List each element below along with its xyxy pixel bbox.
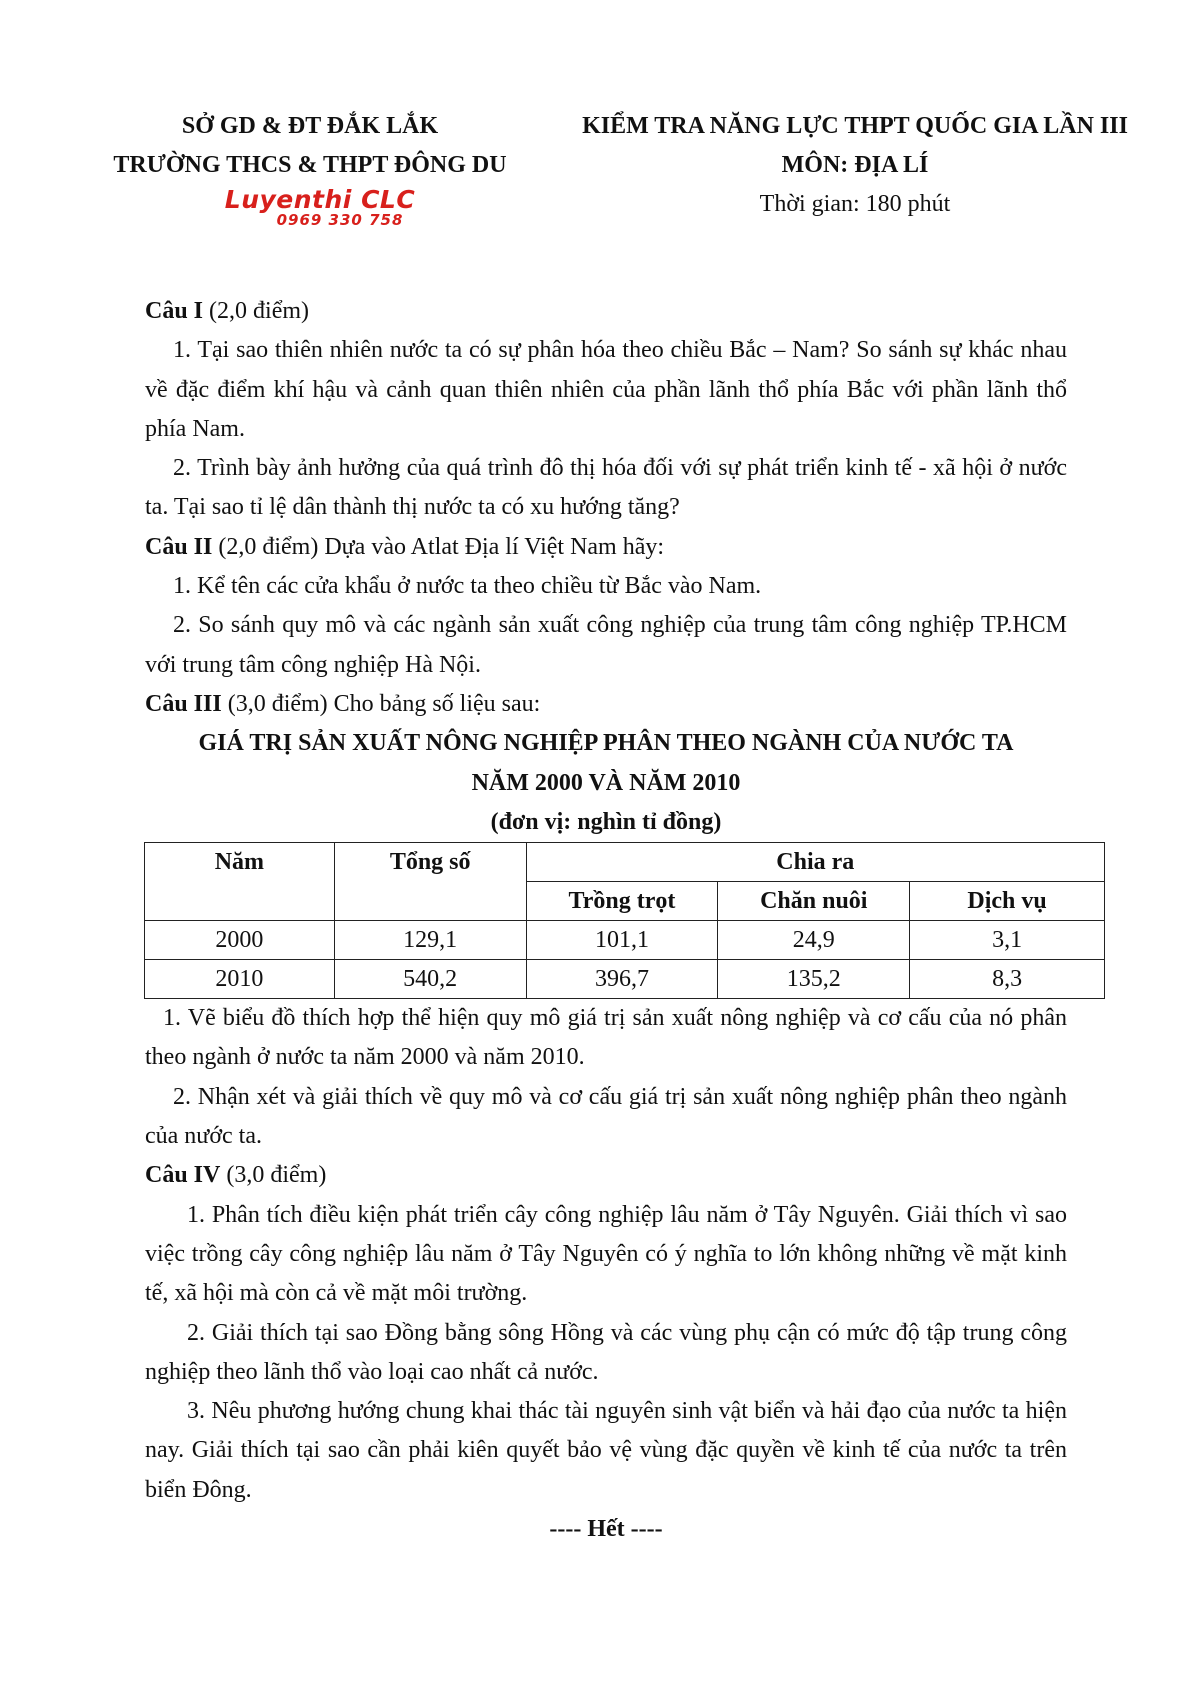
question-2-part-1: 1. Kể tên các cửa khẩu ở nước ta theo chiều từ Bắc vào Nam. (173, 573, 762, 600)
end-marker: ---- Hết ---- (549, 1516, 663, 1543)
question-4-points: (3,0 điểm) (220, 1162, 327, 1189)
question-3-heading (145, 685, 1067, 724)
header-left (80, 107, 540, 185)
question-1-points: (2,0 điểm) (203, 298, 310, 324)
header-livestock: Chăn nuôi (718, 882, 910, 921)
exam-subject: MÔN: ĐỊA LÍ (781, 152, 929, 178)
cell-service: 3,1 (910, 921, 1105, 960)
question-3-points: (3,0 điểm) Cho bảng số liệu sau: (221, 690, 541, 717)
question-4-part-3: 3. Nêu phương hướng chung khai thác tài nguyên sinh vật biển và hải đạo của nước ta hiện nay. Giải thích tại sao cần phải kiên quyết bảo vệ vùng đặc quyền về kinh tế của nước ta trên biển Đông. (145, 1398, 1067, 1503)
logo-phone: 0969 330 758 (276, 211, 404, 229)
cell-total: 129,1 (334, 921, 526, 960)
question-2-points: (2,0 điểm) Dựa vào Atlat Địa lí Việt Nam hãy: (212, 533, 665, 560)
question-1-title: Câu I (145, 298, 204, 324)
table-row (145, 960, 1105, 999)
question-4-title: Câu IV (145, 1162, 221, 1189)
header-total: Tổng số (334, 843, 526, 921)
question-3-title: Câu III (145, 690, 222, 717)
cell-crop: 396,7 (526, 960, 718, 999)
table-unit: (đơn vị: nghìn tỉ đồng) (490, 808, 722, 835)
question-3-part-1: 1. Vẽ biểu đồ thích hợp thể hiện quy mô giá trị sản xuất nông nghiệp và cơ cấu của nó phân theo ngành ở nước ta năm 2000 và năm 2010. (145, 1005, 1067, 1071)
question-1-part-2: 2. Trình bày ảnh hưởng của quá trình đô thị hóa đối với sự phát triển kinh tế - xã hội ở nước ta. Tại sao tỉ lệ dân thành thị nước ta có xu hướng tăng? (145, 455, 1067, 521)
header-service: Dịch vụ (910, 882, 1105, 921)
exam-body (145, 292, 1067, 1549)
question-1-part-1: 1. Tại sao thiên nhiên nước ta có sự phân hóa theo chiều Bắc – Nam? So sánh sự khác nhau về đặc điểm khí hậu và cảnh quan thiên nhiên của phần lãnh thổ phía Bắc với phần lãnh thổ phía Nam. (145, 337, 1067, 442)
agriculture-value-table (144, 842, 1105, 999)
header-right (540, 107, 1170, 224)
question-1-heading (145, 292, 1067, 331)
cell-total: 540,2 (334, 960, 526, 999)
cell-year: 2000 (145, 921, 335, 960)
question-4-heading (145, 1156, 1067, 1195)
cell-livestock: 24,9 (718, 921, 910, 960)
exam-title: KIỂM TRA NĂNG LỰC THPT QUỐC GIA LẦN III (582, 113, 1128, 139)
cell-livestock: 135,2 (718, 960, 910, 999)
school-name: TRƯỜNG THCS & THPT ĐÔNG DU (113, 152, 507, 178)
question-2-heading (145, 528, 1067, 567)
cell-year: 2010 (145, 960, 335, 999)
header-year: Năm (145, 843, 335, 921)
question-4-part-2: 2. Giải thích tại sao Đồng bằng sông Hồng và các vùng phụ cận có mức độ tập trung công nghiệp theo lãnh thổ vào loại cao nhất cả nước. (145, 1319, 1067, 1385)
question-2-part-2: 2. So sánh quy mô và các ngành sản xuất công nghiệp của trung tâm công nghiệp TP.HCM với trung tâm công nghiệp Hà Nội. (145, 612, 1067, 678)
cell-service: 8,3 (910, 960, 1105, 999)
question-4-part-1: 1. Phân tích điều kiện phát triển cây công nghiệp lâu năm ở Tây Nguyên. Giải thích vì sao việc trồng cây công nghiệp lâu năm ở Tây Nguyên có ý nghĩa to lớn không những về mặt kinh tế, xã hội mà còn cả về mặt môi trường. (145, 1201, 1067, 1307)
cell-crop: 101,1 (526, 921, 718, 960)
department-name: SỞ GD & ĐT ĐẮK LẮK (181, 113, 439, 139)
logo-name: Luyenthi CLC (224, 185, 416, 214)
table-title-line-2: NĂM 2000 VÀ NĂM 2010 (471, 769, 741, 796)
header-crop: Trồng trọt (526, 882, 718, 921)
table-title-line-1: GIÁ TRỊ SẢN XUẤT NÔNG NGHIỆP PHÂN THEO NGÀNH CỦA NƯỚC TA (198, 730, 1014, 757)
question-3-part-2: 2. Nhận xét và giải thích về quy mô và cơ cấu giá trị sản xuất nông nghiệp phân theo ngành của nước ta. (145, 1083, 1067, 1150)
header-breakdown: Chia ra (526, 843, 1104, 882)
table-row (145, 921, 1105, 960)
exam-duration: Thời gian: 180 phút (759, 191, 951, 217)
question-2-title: Câu II (145, 533, 213, 560)
luyenthi-logo (200, 186, 440, 234)
